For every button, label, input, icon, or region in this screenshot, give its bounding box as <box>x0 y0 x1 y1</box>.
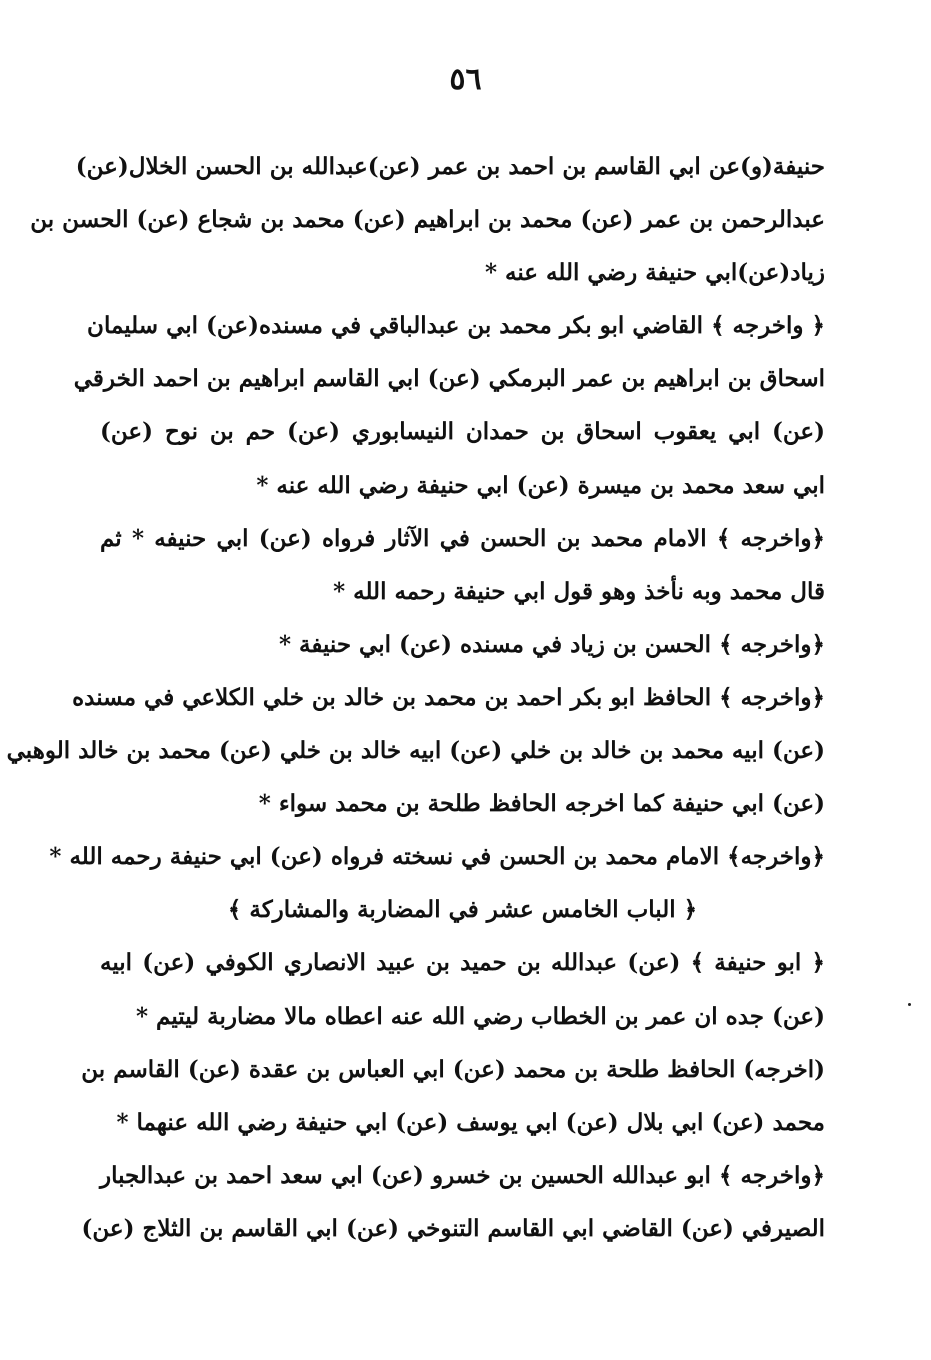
text-line: ﴿واخرجه ﴾ الحافظ ابو بكر احمد بن محمد بن خالد بن خلي الكلاعي في مسنده <box>72 683 825 711</box>
text-line: ابي سعد محمد بن ميسرة (عن) ابي حنيفة رضي الله عنه * <box>256 471 825 499</box>
text-line: ﴿ ابو حنيفة ﴾ (عن) عبدالله بن حميد بن عبيد الانصاري الكوفي (عن) ابيه <box>100 949 825 977</box>
text-line: اسحاق بن ابراهيم بن عمر البرمكي (عن) ابي القاسم ابراهيم بن احمد الخرقي <box>73 365 825 393</box>
text-line: قال محمد وبه نأخذ وهو قول ابي حنيفة رحمه الله * <box>333 577 825 605</box>
text-line: عبدالرحمن بن عمر (عن) محمد بن ابراهيم (عن) محمد بن شجاع (عن) الحسن بن <box>30 206 825 234</box>
text-line: (عن) ابي حنيفة كما اخرجه الحافظ طلحة بن محمد سواء * <box>258 790 825 818</box>
text-line: (عن) ابي يعقوب اسحاق بن حمدان النيسابوري (عن) حم بن نوح (عن) <box>100 418 825 446</box>
main-text <box>6 140 825 1255</box>
text-line: (اخرجه) الحافظ طلحة بن محمد (عن) ابي العباس بن عقدة (عن) القاسم بن <box>81 1055 825 1083</box>
text-line: زياد(عن)ابي حنيفة رضي الله عنه * <box>485 259 825 287</box>
text-line: ﴿واخرجه ﴾ الامام محمد بن الحسن في الآثار فرواه (عن) ابي حنيفه * ثم <box>100 524 825 552</box>
text-line: (عن) ابيه محمد بن خالد بن خلي (عن) ابيه خالد بن خلي (عن) محمد بن خالد الوهبي <box>6 737 825 765</box>
text-line: ﴿واخرجه ﴾ الحسن بن زياد في مسنده (عن) ابي حنيفة * <box>278 630 825 658</box>
chapter-heading: ﴿ الباب الخامس عشر في المضاربة والمشاركة ﴾ <box>227 896 698 924</box>
text-line: حنيفة(و)عن ابي القاسم بن احمد بن عمر (عن)عبدالله بن الحسن الخلال(عن) <box>75 153 825 180</box>
text-line: ﴿واخرجه ﴾ ابو عبدالله الحسين بن خسرو (عن) ابي سعد احمد بن عبدالجبار <box>100 1161 825 1189</box>
text-line: ﴿ واخرجه ﴾ القاضي ابو بكر محمد بن عبدالباقي في مسنده(عن) ابي سليمان <box>87 312 825 340</box>
page-number: ٥٦ <box>449 62 482 97</box>
text-line: ﴿واخرجه﴾ الامام محمد بن الحسن في نسخته فرواه (عن) ابي حنيفة رحمه الله * <box>49 843 825 871</box>
margin-speck <box>908 1003 911 1006</box>
text-line: محمد (عن) ابي بلال (عن) ابي يوسف (عن) ابي حنيفة رضي الله عنهما * <box>116 1108 825 1136</box>
text-line: الصيرفي (عن) القاضي ابي القاسم التنوخي (عن) ابي القاسم بن الثلاج (عن) <box>81 1214 825 1242</box>
text-line: (عن) جده ان عمر بن الخطاب رضي الله عنه اعطاه مالا مضاربة ليتيم * <box>135 1002 825 1030</box>
